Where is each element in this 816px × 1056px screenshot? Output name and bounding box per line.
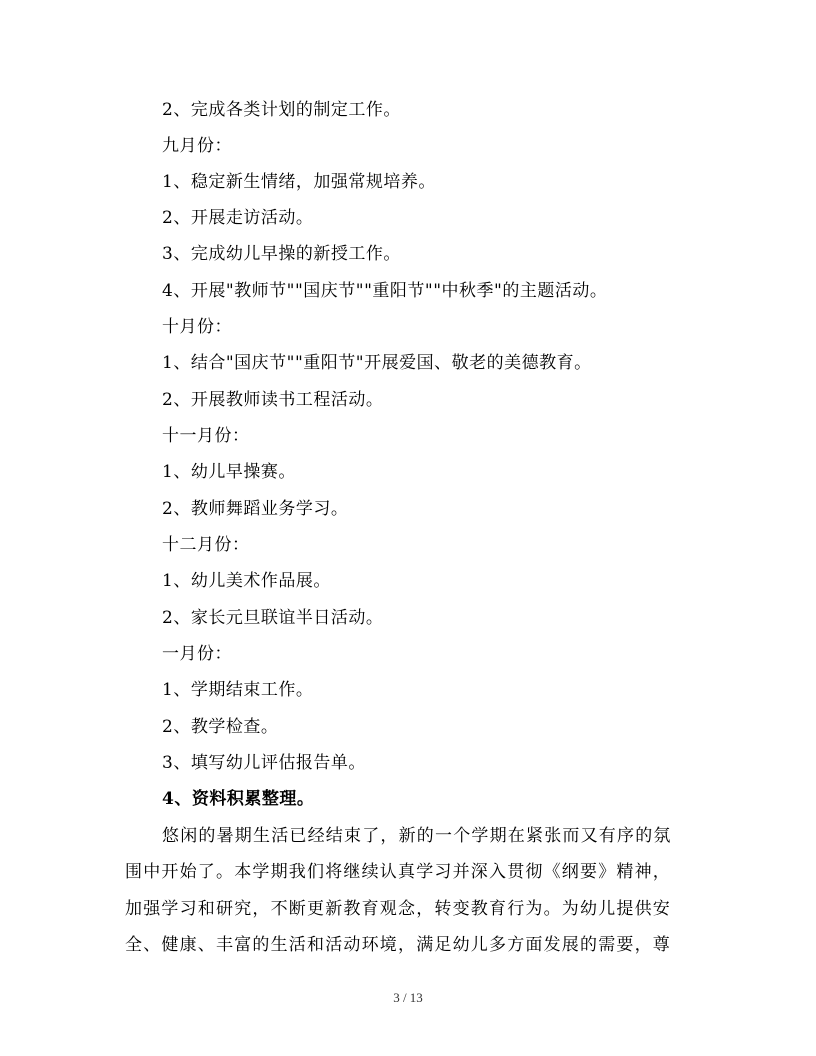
text-line: 1、结合"国庆节""重阳节"开展爱国、敬老的美德教育。 bbox=[162, 353, 592, 373]
paragraph-line: 悠闲的暑期生活已经结束了，新的一个学期在紧张而又有序的氛 bbox=[162, 826, 672, 846]
section-heading: 4、资料积累整理。 bbox=[162, 789, 315, 809]
paragraph-line: 全、健康、丰富的生活和活动环境，满足幼儿多方面发展的需要，尊 bbox=[125, 935, 671, 955]
paragraph-line: 围中开始了。本学期我们将继续认真学习并深入贯彻《纲要》精神， bbox=[125, 862, 671, 882]
text-line: 2、家长元旦联谊半日活动。 bbox=[162, 608, 384, 628]
text-line: 2、开展教师读书工程活动。 bbox=[162, 390, 384, 410]
text-line: 2、开展走访活动。 bbox=[162, 208, 314, 228]
text-line: 3、填写幼儿评估报告单。 bbox=[162, 753, 366, 773]
text-line: 2、完成各类计划的制定工作。 bbox=[162, 100, 401, 120]
text-line: 3、完成幼儿早操的新授工作。 bbox=[162, 244, 401, 264]
text-line: 2、教学检查。 bbox=[162, 717, 279, 737]
month-heading-october: 十月份： bbox=[162, 317, 232, 337]
text-line: 1、稳定新生情绪，加强常规培养。 bbox=[162, 172, 436, 192]
month-heading-january: 一月份： bbox=[162, 644, 232, 664]
paragraph-line: 加强学习和研究，不断更新教育观念，转变教育行为。为幼儿提供安 bbox=[125, 899, 671, 919]
month-heading-september: 九月份： bbox=[162, 136, 232, 156]
month-heading-november: 十一月份： bbox=[162, 426, 250, 446]
text-line: 1、学期结束工作。 bbox=[162, 680, 314, 700]
page-number: 3 / 13 bbox=[393, 990, 423, 1005]
text-line: 4、开展"教师节""国庆节""重阳节""中秋季"的主题活动。 bbox=[162, 281, 608, 301]
text-line: 2、教师舞蹈业务学习。 bbox=[162, 499, 349, 519]
month-heading-december: 十二月份： bbox=[162, 535, 250, 555]
text-line: 1、幼儿美术作品展。 bbox=[162, 571, 331, 591]
text-line: 1、幼儿早操赛。 bbox=[162, 462, 296, 482]
